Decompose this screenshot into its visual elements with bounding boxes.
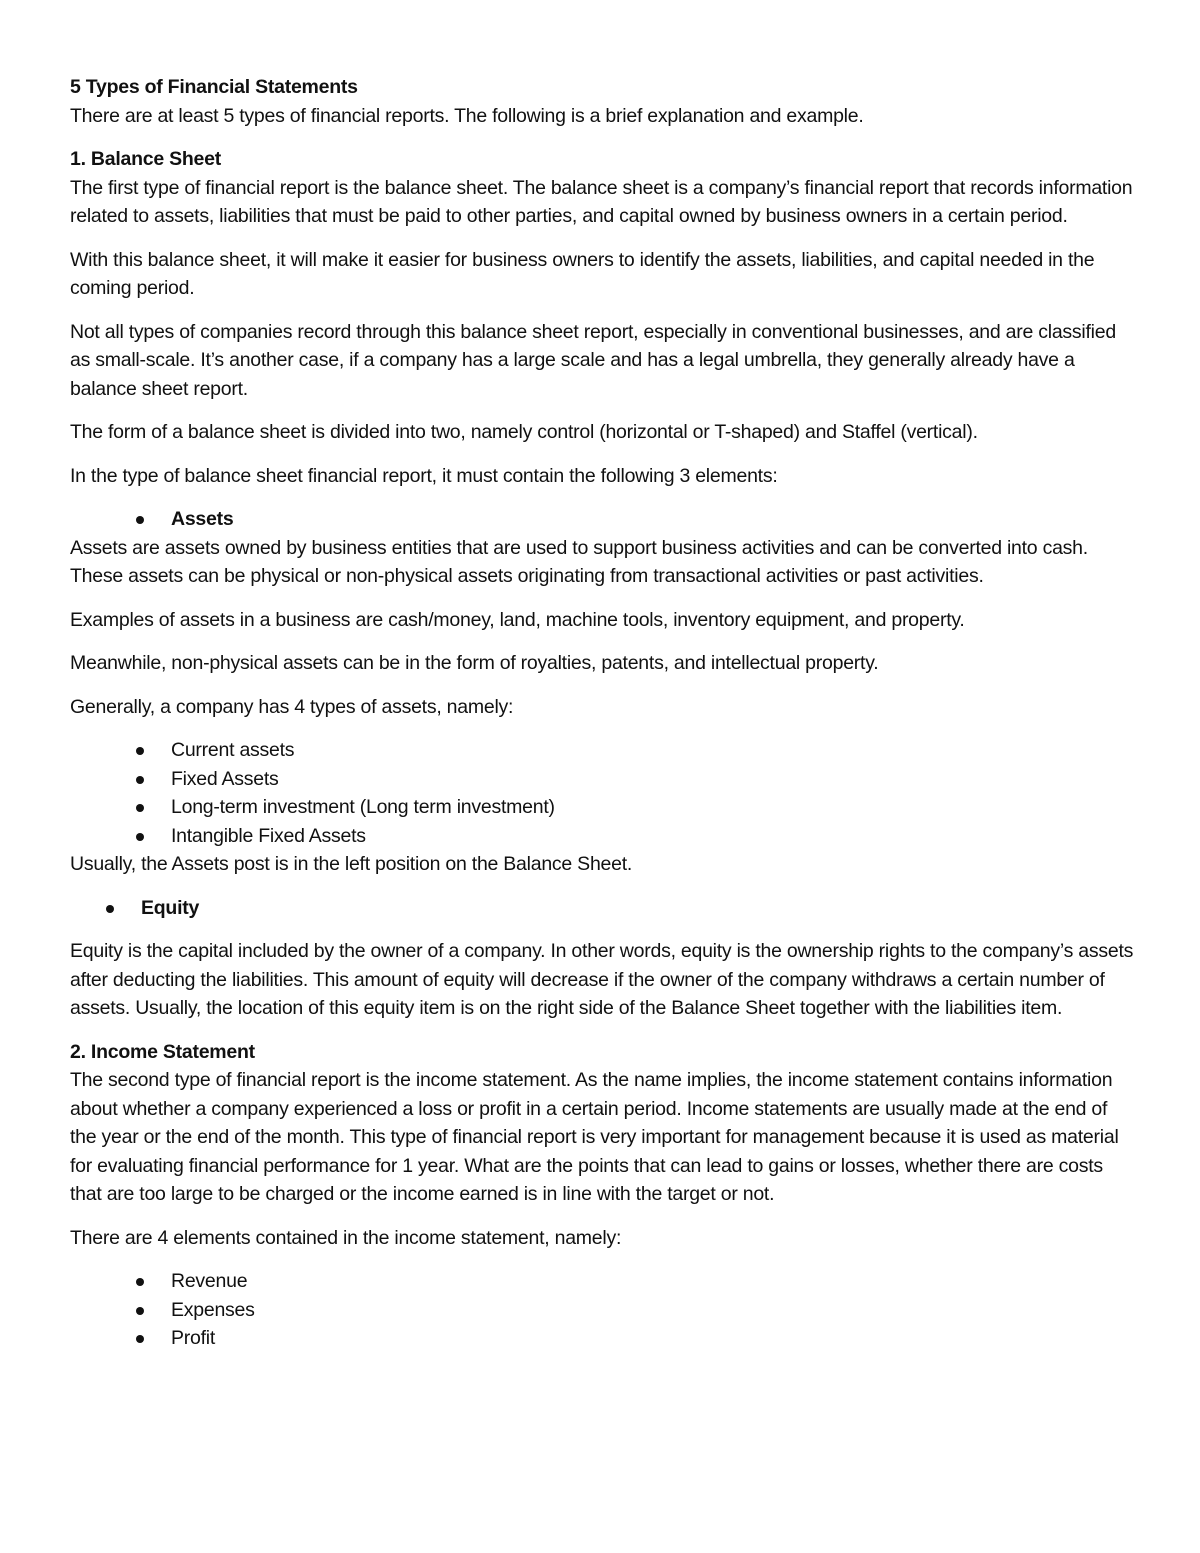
list-item: Current assets	[70, 736, 1134, 765]
list-item: Long-term investment (Long term investment)	[70, 793, 1134, 822]
income-statement-heading: 2. Income Statement	[70, 1040, 255, 1063]
list-item: Intangible Fixed Assets	[70, 822, 1134, 851]
income-statement-paragraph-2: There are 4 elements contained in the income statement, namely:	[70, 1226, 622, 1249]
document-page	[70, 73, 1134, 1353]
balance-sheet-paragraph-4: The form of a balance sheet is divided into two, namely control (horizontal or T-shaped) and Staffel (vertical).	[70, 421, 978, 443]
list-item: Profit	[70, 1324, 1134, 1353]
income-elements-list	[70, 1267, 1134, 1353]
list-item: Expenses	[70, 1296, 1134, 1325]
income-statement-paragraph-1: The second type of financial report is the income statement. As the name implies, the income statement contains information about whether a company experienced a loss or profit in a certain period. Income statements are usually made at the end of the year or the end of the month. This type of financial report is very important for management because it is used as material for evaluating financial performance for 1 year. What are the points that can lead to gains or losses, whether there are costs that are too large to be charged or the income earned is in line with the target or not.	[70, 1069, 1119, 1205]
assets-paragraph-3: Meanwhile, non-physical assets can be in the form of royalties, patents, and intellectual property.	[70, 652, 879, 674]
equity-paragraph-1: Equity is the capital included by the owner of a company. In other words, equity is the ownership rights to the company’s assets after deducting the liabilities. This amount of equity will decrease if the owner of the company withdraws a certain number of assets. Usually, the location of this equity item is on the right side of the Balance Sheet together with the liabilities item.	[70, 940, 1134, 1019]
assets-paragraph-2: Examples of assets in a business are cash/money, land, machine tools, inventory equipment, and property.	[70, 608, 965, 631]
list-item: Revenue	[70, 1267, 1134, 1296]
document-title: 5 Types of Financial Statements	[70, 76, 358, 98]
balance-sheet-paragraph-1: The first type of financial report is the balance sheet. The balance sheet is a company’s financial report that records information related to assets, liabilities that must be paid to other parties, and capital owned by business owners in a certain period.	[70, 176, 1133, 227]
assets-bullet: Assets	[70, 505, 1134, 534]
balance-sheet-paragraph-2: With this balance sheet, it will make it easier for business owners to identify the assets, liabilities, and capital needed in the coming period.	[70, 248, 1095, 299]
assets-paragraph-1: Assets are assets owned by business entities that are used to support business activities and can be converted into cash. These assets can be physical or non-physical assets originating from transactional activities or past activities.	[70, 536, 1088, 587]
assets-paragraph-5: Usually, the Assets post is in the left position on the Balance Sheet.	[70, 853, 633, 875]
balance-sheet-heading: 1. Balance Sheet	[70, 148, 221, 170]
assets-paragraph-4: Generally, a company has 4 types of assets, namely:	[70, 695, 514, 718]
balance-sheet-paragraph-5: In the type of balance sheet financial report, it must contain the following 3 elements:	[70, 464, 778, 487]
equity-bullet: Equity	[70, 894, 1134, 923]
balance-sheet-paragraph-3: Not all types of companies record through this balance sheet report, especially in conventional businesses, and are classified as small-scale. It’s another case, if a company has a large scale and has a legal umbrella, they generally already have a balance sheet report.	[70, 320, 1116, 400]
intro-paragraph: There are at least 5 types of financial reports. The following is a brief explanation and example.	[70, 104, 864, 127]
equity-bullet-list	[70, 894, 1134, 923]
asset-types-list	[70, 736, 1134, 850]
list-item: Fixed Assets	[70, 765, 1134, 794]
assets-bullet-list	[70, 505, 1134, 534]
